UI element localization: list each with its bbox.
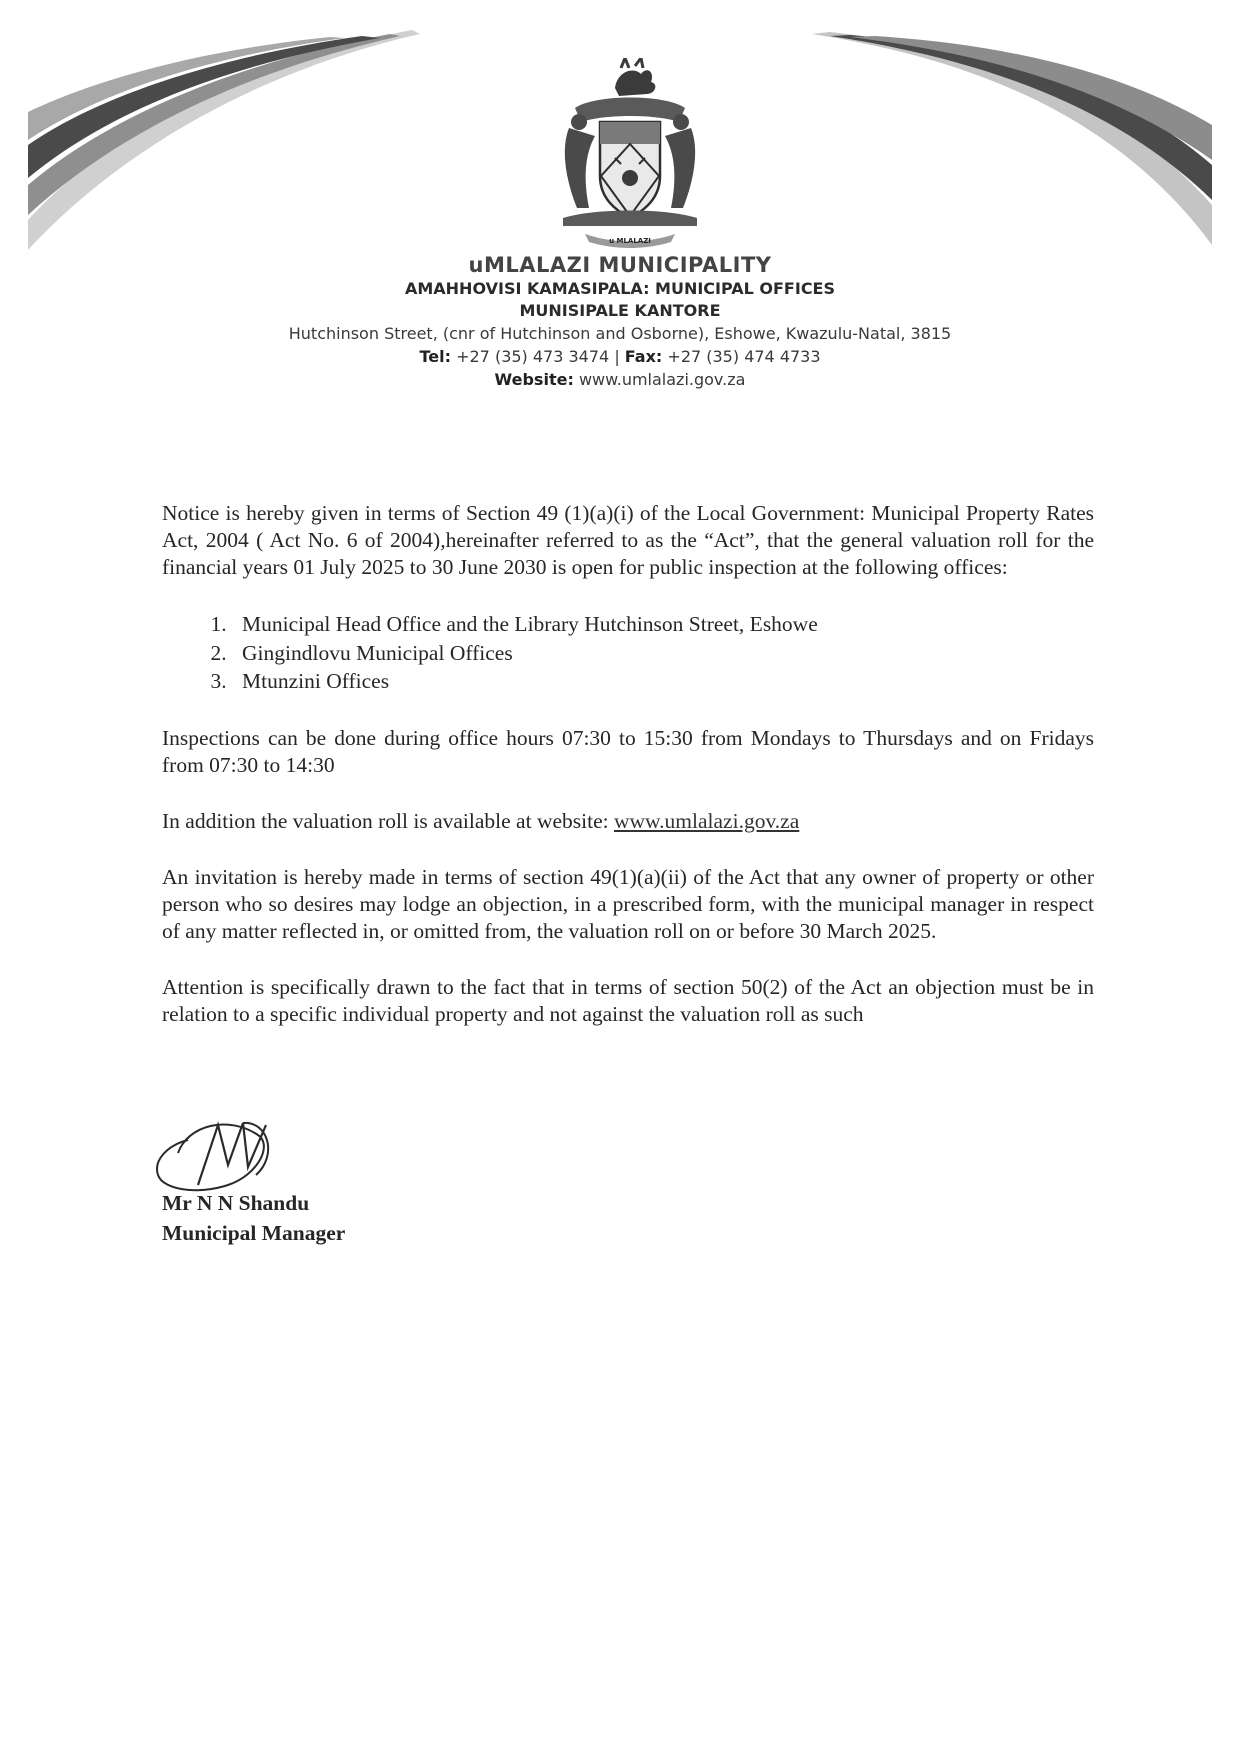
- offices-line-2: MUNISIPALE KANTORE: [519, 301, 721, 320]
- list-item: 3. Mtunzini Offices: [232, 667, 1094, 696]
- list-item: 2. Gingindlovu Municipal Offices: [232, 639, 1094, 668]
- website-link[interactable]: www.umlalazi.gov.za: [613, 808, 800, 833]
- notice-body: [162, 500, 1094, 1057]
- fax-value: +27 (35) 474 4733: [667, 347, 821, 366]
- attention-note: Attention is specifically drawn to the fact that in terms of section 50(2) of the Act an objection must be in relation to a specific individual property and not against the valuation roll as such: [162, 974, 1094, 1026]
- offices-line-1: AMAHHOVISI KAMASIPALA: MUNICIPAL OFFICES: [404, 279, 836, 298]
- website-line: [0, 368, 1240, 391]
- contact-line: [0, 345, 1240, 368]
- signatory-name: Mr N N Shandu: [162, 1191, 310, 1215]
- signatory-title: Municipal Manager: [162, 1221, 346, 1245]
- notice-intro: Notice is hereby given in terms of Section 49 (1)(a)(i) of the Local Government: Municipal Property Rates Act, 2004 ( Act No. 6 of 2004),hereinafter referred to as the “Act”, that the general valuation roll for the financial years 01 July 2025 to 30 June 2030 is open for public inspection at the following offices:: [162, 501, 1094, 579]
- offices-list: [162, 610, 1094, 696]
- list-item: 1. Municipal Head Office and the Library Hutchinson Street, Eshowe: [232, 610, 1094, 639]
- website-prefix: In addition the valuation roll is available at website:: [162, 808, 614, 833]
- letterhead: [0, 252, 1240, 391]
- left-swoosh-decoration: [0, 0, 520, 280]
- tel-label: Tel:: [419, 347, 451, 366]
- tel-value: +27 (35) 473 3474: [456, 347, 610, 366]
- coat-of-arms-emblem: [555, 58, 705, 250]
- website-label: Website:: [494, 370, 574, 389]
- fax-label: Fax:: [624, 347, 663, 366]
- address: Hutchinson Street, (cnr of Hutchinson and Osborne), Eshowe, Kwazulu-Natal, 3815: [288, 324, 952, 343]
- objection-invitation: An invitation is hereby made in terms of section 49(1)(a)(ii) of the Act that any owner of property or other person who so desires may lodge an objection, in a prescribed form, with the municipal manager in respect of any matter reflected in, or omitted from, the valuation roll on or before 30 March 2025.: [162, 864, 1094, 943]
- inspection-hours: Inspections can be done during office hours 07:30 to 15:30 from Mondays to Thursdays and on Fridays from 07:30 to 14:30: [162, 725, 1094, 777]
- signatory-block: [162, 1188, 462, 1248]
- crest-motto-text: u MLALAZI: [609, 237, 651, 245]
- municipality-name: uMLALAZI MUNICIPALITY: [468, 253, 772, 277]
- website-value[interactable]: www.umlalazi.gov.za: [578, 370, 746, 389]
- right-swoosh-decoration: [720, 0, 1240, 280]
- contact-separator: |: [614, 347, 620, 366]
- website-availability: [162, 808, 1094, 835]
